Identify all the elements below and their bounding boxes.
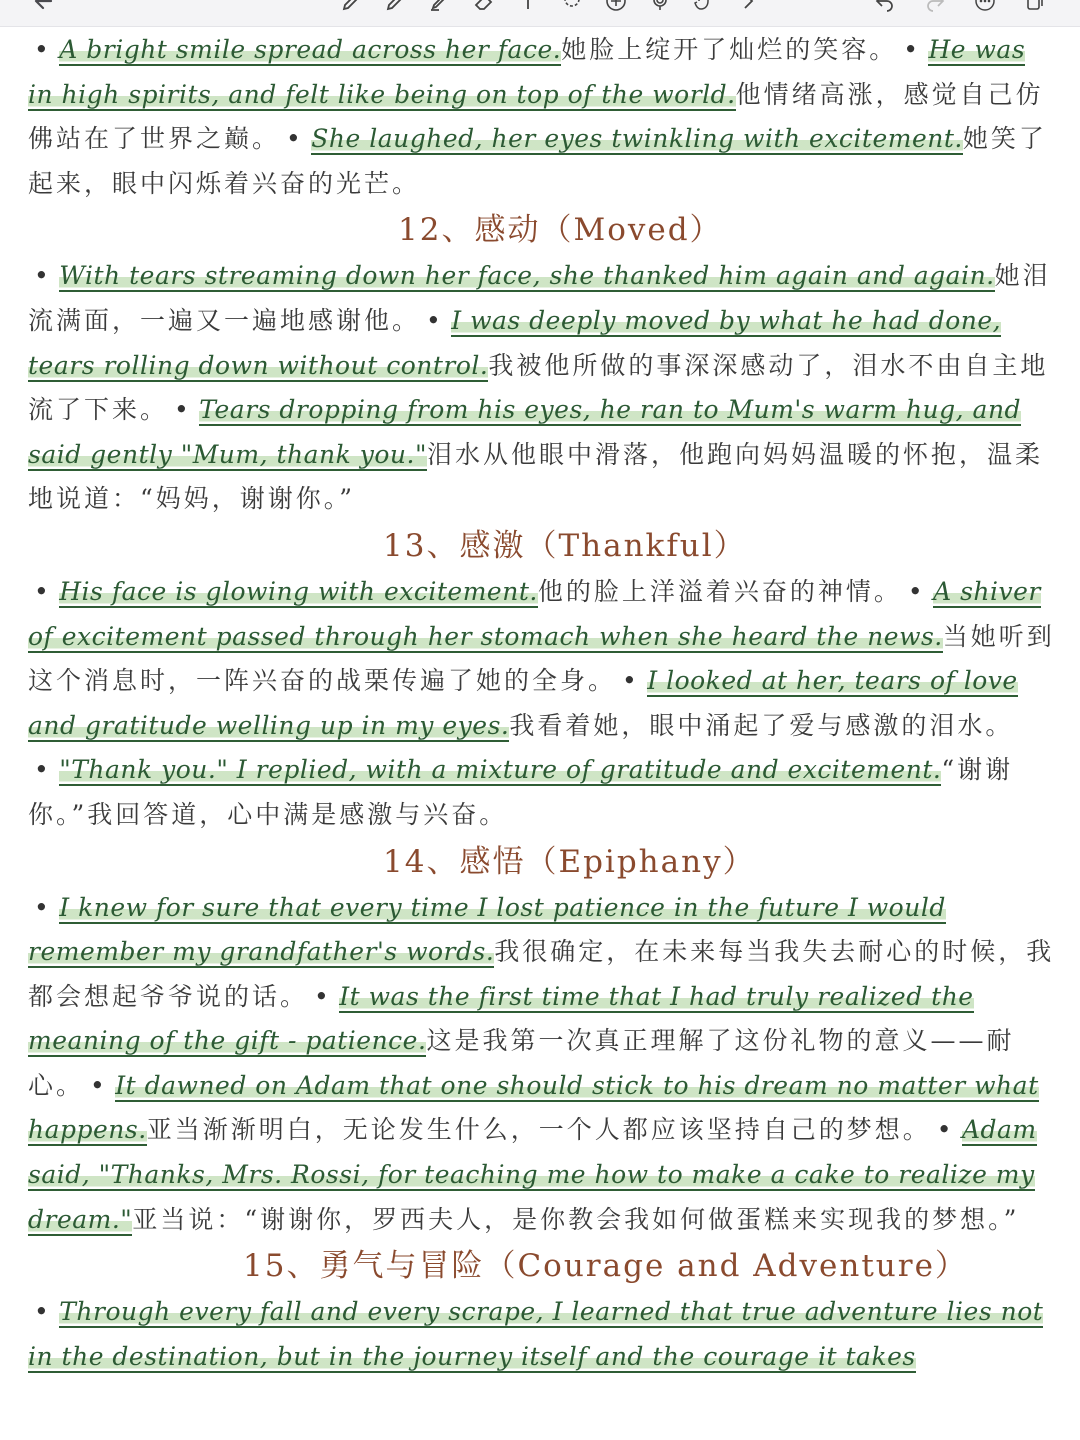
section-14-heading: 14、感悟（Epiphany） bbox=[383, 843, 756, 880]
redo-icon bbox=[923, 0, 947, 18]
highlighter-icon bbox=[428, 0, 452, 18]
highlighter-button[interactable] bbox=[425, 0, 455, 18]
text-tool-button[interactable] bbox=[513, 0, 543, 18]
bullet: • bbox=[34, 755, 50, 785]
bullet: • bbox=[936, 1115, 952, 1145]
chinese-translation: 亚当渐渐明白，无论发生什么，一个人都应该坚持自己的梦想。 bbox=[146, 1115, 931, 1145]
bullet: • bbox=[426, 305, 442, 335]
bullet: • bbox=[34, 261, 50, 291]
lasso-button[interactable] bbox=[557, 0, 587, 18]
undo-button[interactable] bbox=[870, 0, 900, 18]
more-icon bbox=[973, 0, 997, 18]
chinese-translation: 我很确定，在未来每当我失去耐心的时候，我都会想起爷爷说的话。 bbox=[28, 937, 1055, 1011]
pen-icon bbox=[340, 0, 364, 18]
eraser-button[interactable] bbox=[469, 0, 499, 18]
hand-button[interactable] bbox=[689, 0, 719, 18]
eraser-icon bbox=[472, 0, 496, 18]
back-arrow-icon bbox=[31, 0, 57, 19]
undo-icon bbox=[873, 0, 897, 18]
chinese-translation: 她脸上绽开了灿烂的笑容。 bbox=[561, 35, 898, 64]
chinese-translation: 她笑了起来，眼中闪烁着兴奋的光芒。 bbox=[28, 124, 1047, 198]
section-12-heading: 12、感动（Moved） bbox=[398, 212, 723, 249]
chinese-translation: 我被他所做的事深深感动了，泪水不由自主地流了下来。 bbox=[28, 350, 1049, 425]
chevron-right-icon bbox=[736, 0, 760, 18]
tool-strip bbox=[290, 0, 810, 20]
chinese-translation: 这是我第一次真正理解了这份礼物的意义——耐心。 bbox=[28, 1026, 1015, 1100]
bullet: • bbox=[286, 124, 302, 154]
microphone-icon bbox=[648, 0, 672, 18]
lasso-icon bbox=[560, 0, 584, 18]
section-15-heading: 15、勇气与冒险（Courage and Adventure） bbox=[243, 1248, 968, 1285]
pages-icon bbox=[1023, 0, 1047, 18]
section-11-paragraph bbox=[28, 28, 1058, 206]
english-sentence: A bright smile spread across her face. bbox=[59, 35, 562, 64]
redo-button[interactable] bbox=[920, 0, 950, 18]
bullet: • bbox=[90, 1070, 106, 1100]
english-sentence: A shiver of excitement passed through her stomach when she heard the news. bbox=[28, 576, 1041, 651]
pen-button[interactable] bbox=[337, 0, 367, 18]
note-page[interactable] bbox=[28, 28, 1058, 1379]
section-15-paragraph bbox=[28, 1290, 1058, 1379]
more-button[interactable] bbox=[970, 0, 1000, 18]
pencil-button[interactable] bbox=[381, 0, 411, 18]
bullet: • bbox=[314, 981, 330, 1011]
chinese-translation: 泪水从他眼中滑落，他跑向妈妈温暖的怀抱，温柔地说道：“妈妈，谢谢你。” bbox=[28, 439, 1043, 514]
bullet: • bbox=[903, 35, 919, 64]
english-sentence: He was in high spirits, and felt like being on top of the world. bbox=[28, 35, 1026, 109]
add-button[interactable] bbox=[601, 0, 631, 18]
section-14-paragraph bbox=[28, 886, 1058, 1243]
bullet: • bbox=[34, 576, 50, 606]
english-sentence: She laughed, her eyes twinkling with excitement. bbox=[311, 124, 963, 154]
english-sentence: I looked at her, tears of love and gratitude welling up in my eyes. bbox=[28, 666, 1018, 740]
bullet: • bbox=[34, 35, 50, 64]
section-13-paragraph bbox=[28, 570, 1058, 838]
pencil-icon bbox=[384, 0, 408, 18]
english-sentence: Through every fall and every scrape, I learned that true adventure lies not in the destination, but in the journey itself and the courage it takes bbox=[28, 1297, 1044, 1371]
more-tools-button[interactable] bbox=[733, 0, 763, 18]
english-sentence: It was the first time that I had truly realized the meaning of the gift - patience. bbox=[28, 981, 974, 1056]
hand-icon bbox=[692, 0, 716, 18]
pages-button[interactable] bbox=[1020, 0, 1050, 18]
english-sentence: His face is glowing with excitement. bbox=[59, 576, 538, 606]
back-button[interactable] bbox=[22, 0, 66, 20]
english-sentence: It dawned on Adam that one should stick to his dream no matter what happens. bbox=[28, 1070, 1039, 1145]
add-icon bbox=[604, 0, 628, 18]
chinese-translation: 他情绪高涨，感觉自己仿佛站在了世界之巅。 bbox=[28, 79, 1044, 154]
english-sentence: Adam said, "Thanks, Mrs. Rossi, for teaching me how to make a cake to realize my dream." bbox=[28, 1115, 1037, 1234]
english-sentence: Tears dropping from his eyes, he ran to Mum's warm hug, and said gently "Mum, thank you." bbox=[28, 395, 1022, 469]
chinese-translation: 我看着她，眼中涌起了爱与感激的泪水。 bbox=[509, 710, 1014, 740]
chinese-translation: “谢谢你。”我回答道，心中满是感激与兴奋。 bbox=[28, 755, 1014, 829]
bullet: • bbox=[34, 892, 50, 922]
section-12-paragraph bbox=[28, 254, 1058, 522]
chinese-translation: 当她听到这个消息时，一阵兴奋的战栗传遍了她的全身。 bbox=[28, 621, 1055, 696]
bullet: • bbox=[174, 395, 190, 425]
text-tool-icon bbox=[516, 0, 540, 18]
section-13-heading: 13、感激（Thankful） bbox=[383, 527, 747, 564]
right-actions bbox=[855, 0, 1065, 20]
bullet: • bbox=[622, 666, 638, 696]
chinese-translation: 她泪流满面，一遍又一遍地感谢他。 bbox=[28, 261, 1051, 335]
microphone-button[interactable] bbox=[645, 0, 675, 18]
top-toolbar bbox=[0, 0, 1080, 27]
english-sentence: With tears streaming down her face, she thanked him again and again. bbox=[59, 261, 995, 291]
english-sentence: I was deeply moved by what he had done, tears rolling down without control. bbox=[28, 305, 1002, 380]
bullet: • bbox=[34, 1297, 50, 1327]
english-sentence: I knew for sure that every time I lost patience in the future I would remember my grandfather's words. bbox=[28, 892, 946, 967]
chinese-translation: 亚当说：“谢谢你，罗西夫人，是你教会我如何做蛋糕来实现我的梦想。” bbox=[132, 1204, 1020, 1234]
bullet: • bbox=[907, 576, 924, 606]
chinese-translation: 他的脸上洋溢着兴奋的神情。 bbox=[537, 576, 902, 606]
english-sentence: "Thank you." I replied, with a mixture of gratitude and excitement. bbox=[59, 755, 942, 785]
